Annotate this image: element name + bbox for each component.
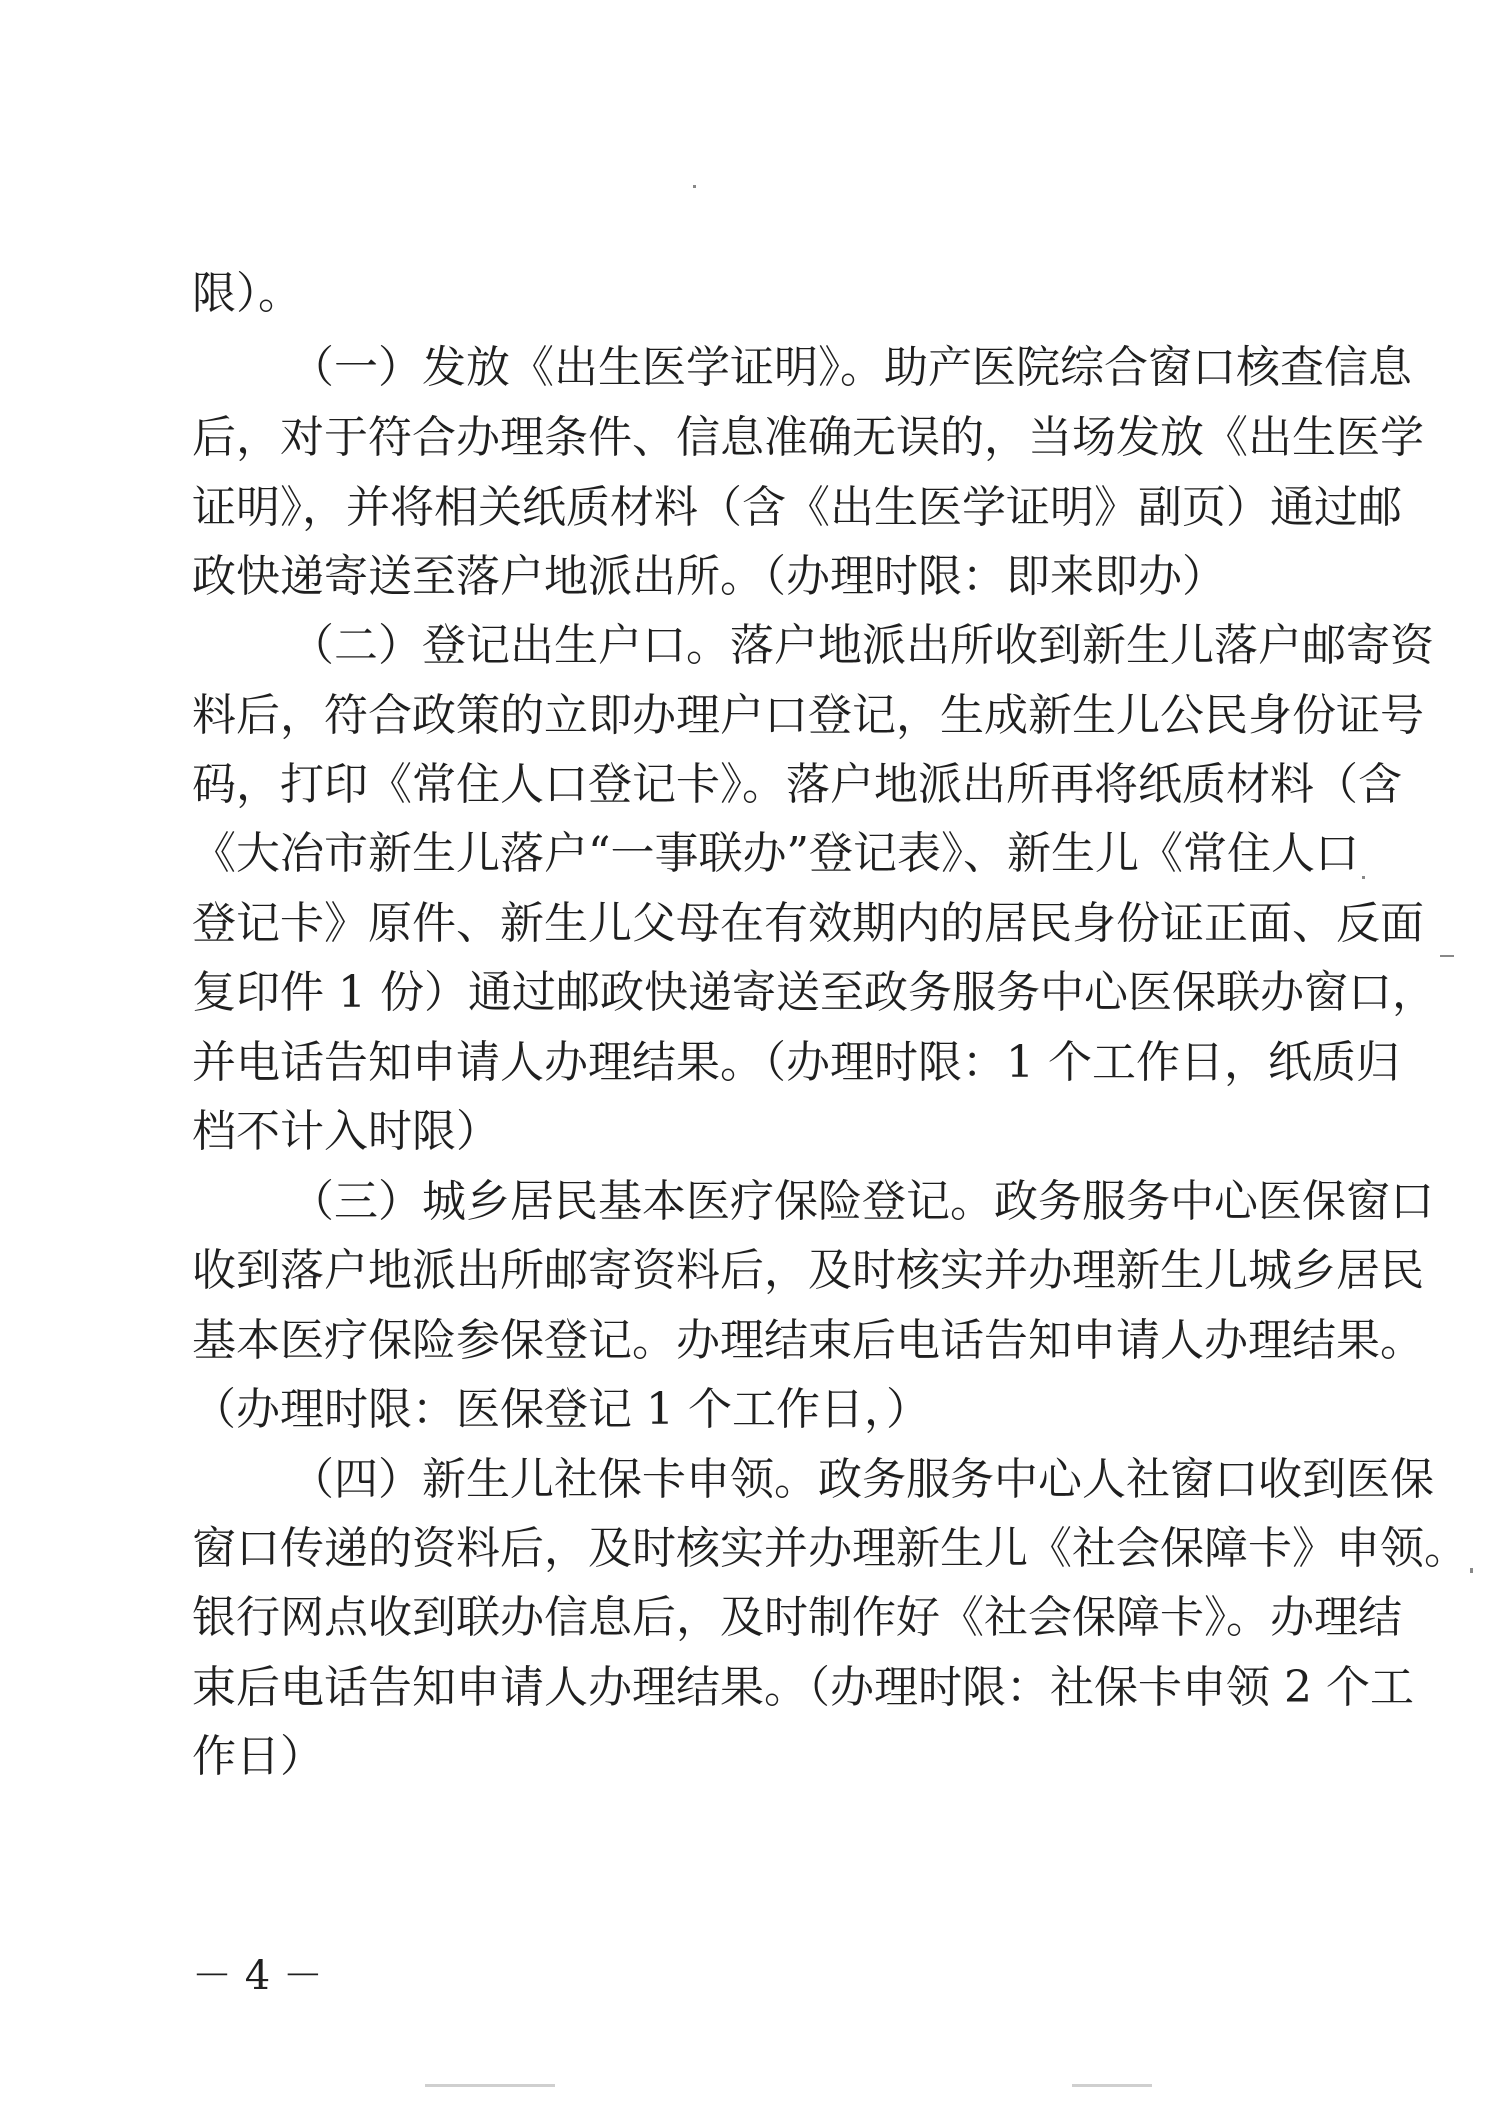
text-line: 限）。 [192,268,302,319]
paragraph-4-line: （四）新生儿社保卡申领。政务服务中心人社窗口收到医保 [290,1454,1434,1505]
paragraph-3-line: 基本医疗保险参保登记。办理结束后电话告知申请人办理结果。 [192,1315,1424,1366]
paragraph-1-line: 后，对于符合办理条件、信息准确无误的，当场发放《出生医学 [192,412,1424,463]
scan-speck [425,2084,555,2087]
paragraph-2-line: 码，打印《常住人口登记卡》。落户地派出所再将纸质材料（含 [192,759,1402,810]
paragraph-1-line: （一）发放《出生医学证明》。助产医院综合窗口核查信息 [290,342,1412,393]
scan-speck [1470,1568,1473,1573]
paragraph-4-line: 银行网点收到联办信息后，及时制作好《社会保障卡》。办理结 [192,1592,1402,1643]
paragraph-1-line: 政快递寄送至落户地派出所。（办理时限：即来即办） [192,551,1226,602]
paragraph-2-line: 《大冶市新生儿落户“一事联办”登记表》、新生儿《常住人口 [192,828,1359,879]
paragraph-2-line: 档不计入时限） [192,1106,500,1157]
paragraph-2-line: 登记卡》原件、新生儿父母在有效期内的居民身份证正面、反面 [192,898,1424,949]
page-number: － 4 － [192,1953,323,1999]
scan-speck [1072,2084,1152,2087]
paragraph-3-line: 收到落户地派出所邮寄资料后，及时核实并办理新生儿城乡居民 [192,1245,1424,1296]
paragraph-4-line: 束后电话告知申请人办理结果。（办理时限：社保卡申领 2 个工 [192,1662,1414,1713]
paragraph-2-line: 并电话告知申请人办理结果。（办理时限：1 个工作日，纸质归 [192,1037,1400,1088]
scan-speck [693,185,696,188]
paragraph-3-line: （办理时限：医保登记 1 个工作日，） [192,1384,930,1435]
scan-speck [1362,876,1365,879]
paragraph-3-line: （三）城乡居民基本医疗保险登记。政务服务中心医保窗口 [290,1176,1434,1227]
paragraph-2-line: 料后，符合政策的立即办理户口登记，生成新生儿公民身份证号 [192,690,1424,741]
scan-speck [1440,955,1454,957]
paragraph-4-line: 窗口传递的资料后，及时核实并办理新生儿《社会保障卡》申领。 [192,1523,1468,1574]
paragraph-4-line: 作日） [192,1731,324,1782]
paragraph-2-line: 复印件 1 份）通过邮政快递寄送至政务服务中心医保联办窗口， [192,967,1436,1018]
paragraph-2-line: （二）登记出生户口。落户地派出所收到新生儿落户邮寄资 [290,620,1434,671]
paragraph-1-line: 证明》，并将相关纸质材料（含《出生医学证明》副页）通过邮 [192,482,1402,533]
